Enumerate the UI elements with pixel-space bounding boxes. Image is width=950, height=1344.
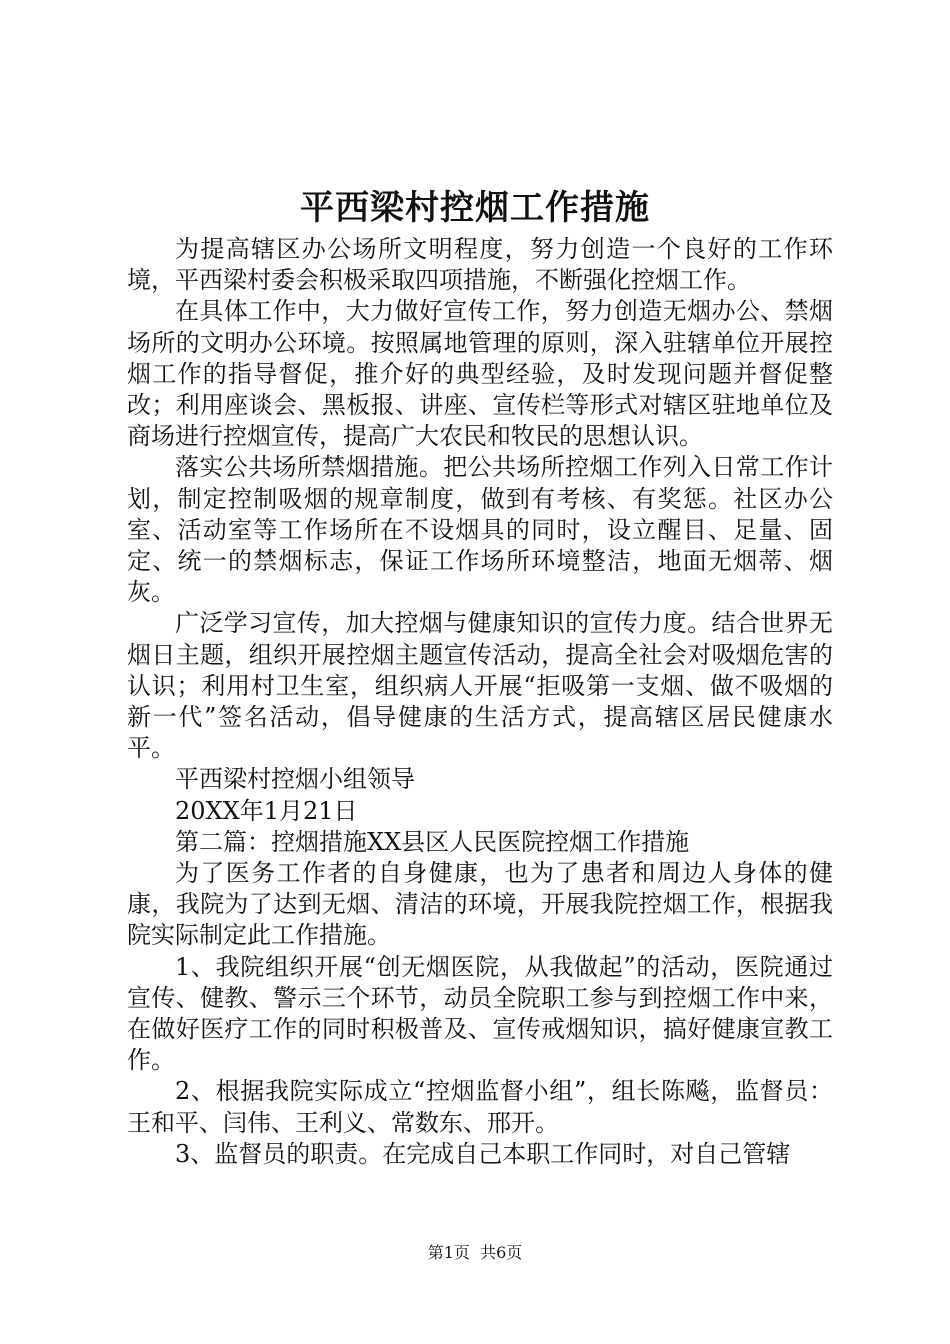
paragraph: 广泛学习宣传，加大控烟与健康知识的宣传力度。结合世界无烟日主题，组织开展控烟主题宣传活动，提高全社会对吸烟危害的认识；利用村卫生室，组织病人开展“拒吸第一支烟、做不吸烟的新一代”签名活动，倡导健康的生活方式，提高辖区居民健康水平。 — [127, 609, 833, 763]
paragraph: 2、根据我院实际成立“控烟监督小组”，组长陈飚，监督员：王和平、闫伟、王利义、常数东、邢开。 — [127, 1077, 833, 1137]
date-line: 20XX年1月21日 — [175, 796, 358, 825]
signature-line: 平西梁村控烟小组领导 — [175, 765, 415, 794]
page-footer — [0, 1243, 950, 1263]
page-number: 第1页 共6页 — [427, 1243, 523, 1262]
paragraph: 为了医务工作者的自身健康，也为了患者和周边人身体的健康，我院为了达到无烟、清洁的环境，开展我院控烟工作，根据我院实际制定此工作措施。 — [127, 859, 833, 950]
paragraph: 在具体工作中，大力做好宣传工作，努力创造无烟办公、禁烟场所的文明办公环境。按照属地管理的原则，深入驻辖单位开展控烟工作的指导督促，推介好的典型经验，及时发现问题并督促整改；利用座谈会、黑板报、讲座、宣传栏等形式对辖区驻地单位及商场进行控烟宣传，提高广大农民和牧民的思想认识。 — [127, 297, 833, 451]
paragraph: 3、监督员的职责。在完成自己本职工作同时，对自己管辖 — [175, 1139, 791, 1168]
paragraph: 落实公共场所禁烟措施。把公共场所控烟工作列入日常工作计划，制定控制吸烟的规章制度，做到有考核、有奖惩。社区办公室、活动室等工作场所在不设烟具的同时，设立醒目、足量、固定、统一的禁烟标志，保证工作场所环境整洁，地面无烟蒂、烟灰。 — [127, 453, 833, 607]
document-title: 平西梁村控烟工作措施 — [300, 188, 650, 228]
paragraph: 1、我院组织开展“创无烟医院，从我做起”的活动，医院通过宣传、健教、警示三个环节，动员全院职工参与到控烟工作中来，在做好医疗工作的同时积极普及、宣传戒烟知识，搞好健康宣教工作。 — [127, 952, 833, 1075]
document-body — [127, 234, 833, 1170]
section-heading: 第二篇：控烟措施XX县区人民医院控烟工作措施 — [175, 827, 690, 856]
paragraph: 为提高辖区办公场所文明程度，努力创造一个良好的工作环境，平西梁村委会积极采取四项措施，不断强化控烟工作。 — [127, 235, 833, 295]
